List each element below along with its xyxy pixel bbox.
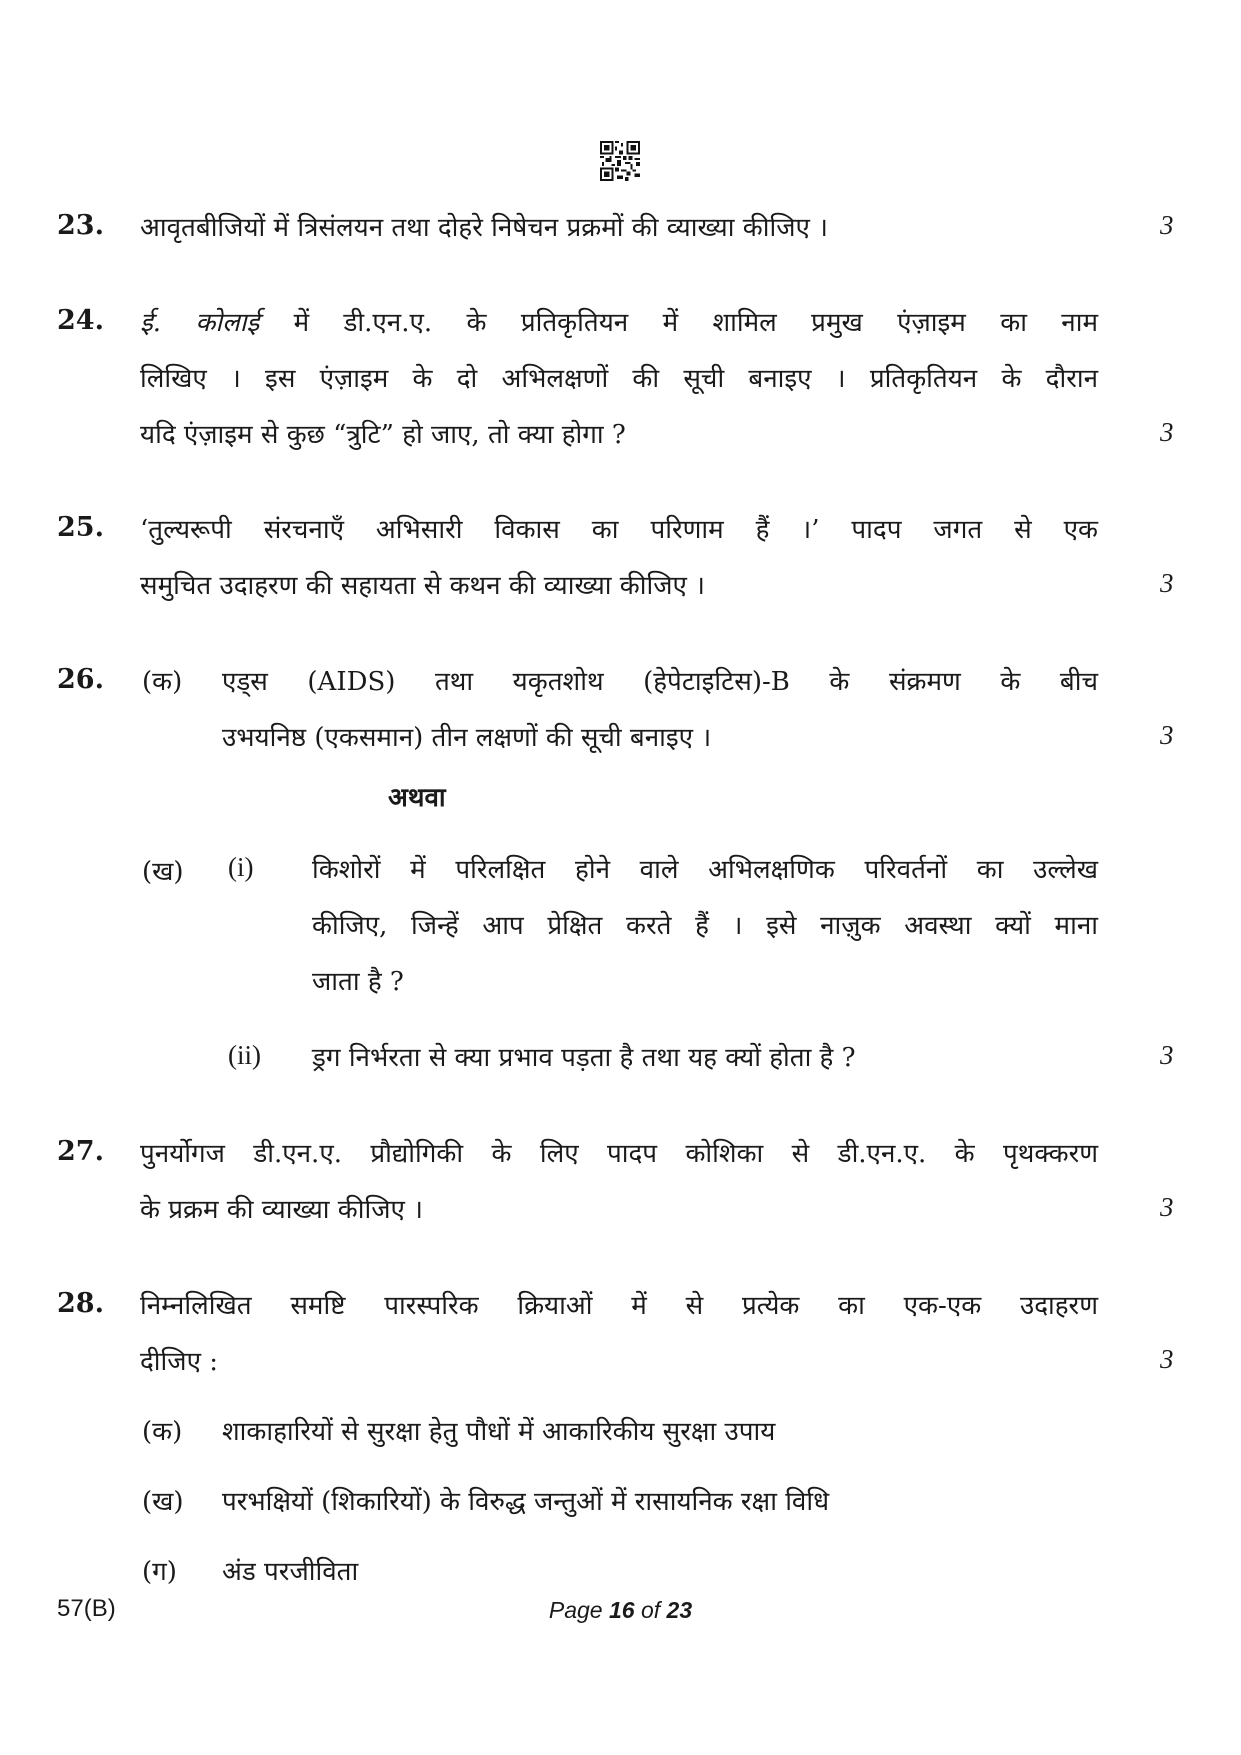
marks: 3: [1160, 1192, 1174, 1222]
sub-label: (i): [228, 852, 254, 882]
question-number: 23.: [57, 210, 104, 241]
question-text-line: समुचित उदाहरण की सहायता से कथन की व्याख्या कीजिए ।: [140, 571, 706, 601]
option-label: (ग): [142, 1557, 177, 1587]
marks: 3: [1160, 210, 1174, 240]
question-text-line: दीजिए :: [140, 1347, 218, 1377]
question-text-line: [140, 303, 1098, 339]
question-number: 26.: [57, 664, 104, 695]
question-text-line: किशोरों में परिलक्षित होने वाले अभिलक्षणिक परिवर्तनों का उल्लेख: [312, 855, 1098, 885]
question-text-line: के प्रक्रम की व्याख्या कीजिए ।: [140, 1195, 423, 1225]
paper-code: 57(B): [57, 1595, 116, 1622]
italic-term: ई. कोलाई: [140, 308, 260, 338]
option-label: (ख): [142, 857, 184, 887]
option-label: (क): [142, 1417, 183, 1447]
or-separator: अथवा: [388, 783, 446, 813]
marks: 3: [1160, 720, 1174, 750]
text-span: में डी.एन.ए. के प्रतिकृतियन में शामिल प्रमुख एंज़ाइम का नाम: [293, 308, 1098, 338]
question-text-line: जाता है ?: [312, 967, 404, 997]
question-text-line: ‘तुल्यरूपी संरचनाएँ अभिसारी विकास का परिणाम हैं ।’ पादप जगत से एक: [140, 515, 1098, 545]
marks: 3: [1160, 1040, 1174, 1070]
option-text: शाकाहारियों से सुरक्षा हेतु पौधों में आकारिकीय सुरक्षा उपाय: [222, 1417, 776, 1447]
option-label: (क): [142, 667, 183, 697]
marks: 3: [1160, 417, 1174, 447]
question-text-line: लिखिए । इस एंज़ाइम के दो अभिलक्षणों की सूची बनाइए । प्रतिकृतियन के दौरान: [140, 364, 1098, 394]
marks: 3: [1160, 568, 1174, 598]
marks: 3: [1160, 1344, 1174, 1374]
page-of: of: [640, 1597, 661, 1623]
question-text-line: ड्रग निर्भरता से क्या प्रभाव पड़ता है तथा यह क्यों होता है ?: [312, 1043, 856, 1073]
qr-code-icon: [600, 141, 640, 181]
option-label: (ख): [142, 1487, 184, 1517]
question-text-line: निम्नलिखित समष्टि पारस्परिक क्रियाओं में से प्रत्येक का एक-एक उदाहरण: [140, 1291, 1098, 1321]
question-text-line: उभयनिष्ठ (एकसमान) तीन लक्षणों की सूची बनाइए ।: [222, 723, 712, 753]
sub-label: (ii): [228, 1040, 261, 1070]
page-number: [0, 1597, 1241, 1624]
page-word: Page: [548, 1597, 603, 1623]
question-number: 27.: [57, 1136, 104, 1167]
question-text-line: एड्स (AIDS) तथा यकृतशोथ (हेपेटाइटिस)-B के संक्रमण के बीच: [222, 667, 1098, 697]
question-text-line: पुनर्योगज डी.एन.ए. प्रौद्योगिकी के लिए पादप कोशिका से डी.एन.ए. के पृथक्करण: [140, 1139, 1098, 1169]
question-text-line: यदि एंज़ाइम से कुछ “त्रुटि” हो जाए, तो क्या होगा ?: [140, 420, 626, 450]
question-text: आवृतबीजियों में त्रिसंलयन तथा दोहरे निषेचन प्रक्रमों की व्याख्या कीजिए ।: [140, 213, 828, 243]
page-total: 23: [666, 1597, 693, 1623]
question-number: 28.: [57, 1288, 104, 1319]
question-text-line: कीजिए, जिन्हें आप प्रेक्षित करते हैं । इसे नाज़ुक अवस्था क्यों माना: [312, 911, 1098, 941]
question-number: 24.: [57, 305, 104, 336]
page-current: 16: [608, 1597, 635, 1623]
question-number: 25.: [57, 512, 104, 543]
option-text: अंड परजीविता: [222, 1557, 359, 1587]
option-text: परभक्षियों (शिकारियों) के विरुद्ध जन्तुओं में रासायनिक रक्षा विधि: [222, 1487, 830, 1517]
